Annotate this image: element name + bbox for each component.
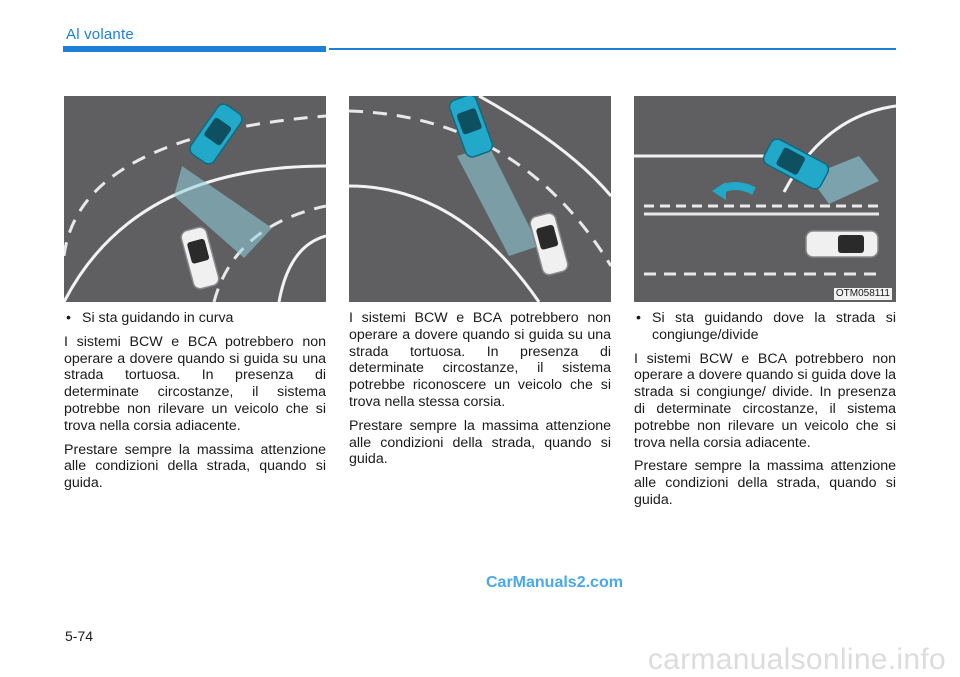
header-rule-thin [329, 48, 896, 50]
paragraph: I sistemi BCW e BCA potrebbero non operare a dovere quando si guida su una strada tortuosa. In presenza di determinate circostanze, il sistema potrebbe riconoscere un veicolo che si trova nella stessa corsia. [349, 310, 611, 410]
watermark-link[interactable]: CarManuals2.com [486, 574, 623, 591]
figure-curve-same-lane [349, 96, 611, 302]
section-title: Al volante [66, 26, 134, 43]
figure-code: OTM058111 [835, 288, 890, 299]
paragraph: Prestare sempre la massima attenzione alle condizioni della strada, quando si guida. [64, 441, 326, 492]
paragraph: Prestare sempre la massima attenzione alle condizioni della strada, quando si guida. [349, 417, 611, 468]
figure-road-merge [634, 96, 896, 302]
paragraph: Prestare sempre la massima attenzione alle condizioni della strada, quando si guida. [634, 458, 896, 508]
figure-curve-adjacent-lane [64, 96, 326, 302]
header-rule-thick [63, 46, 326, 52]
text-column-1 [64, 310, 326, 499]
text-column-3 [634, 310, 896, 516]
bullet-item: • Si sta guidando dove la strada si congiunge/divide [634, 310, 896, 344]
text-column-2 [349, 310, 611, 475]
paragraph: I sistemi BCW e BCA potrebbero non operare a dovere quando si guida su una strada tortuosa. In presenza di determinate circostanze, il sistema potrebbe non rilevare un veicolo che si trova nella corsia adiacente. [64, 333, 326, 434]
page-number: 5-74 [65, 628, 94, 644]
bullet-item: • Si sta guidando in curva [64, 310, 326, 327]
footer-watermark: carmanualsonline.info [647, 643, 946, 676]
paragraph: I sistemi BCW e BCA potrebbero non operare a dovere quando si guida dove la strada si congiunge/ divide. In presenza di determinate circostanze, il sistema potrebbe non rilevare un veicolo che si trova nella corsia adiacente. [634, 350, 896, 451]
